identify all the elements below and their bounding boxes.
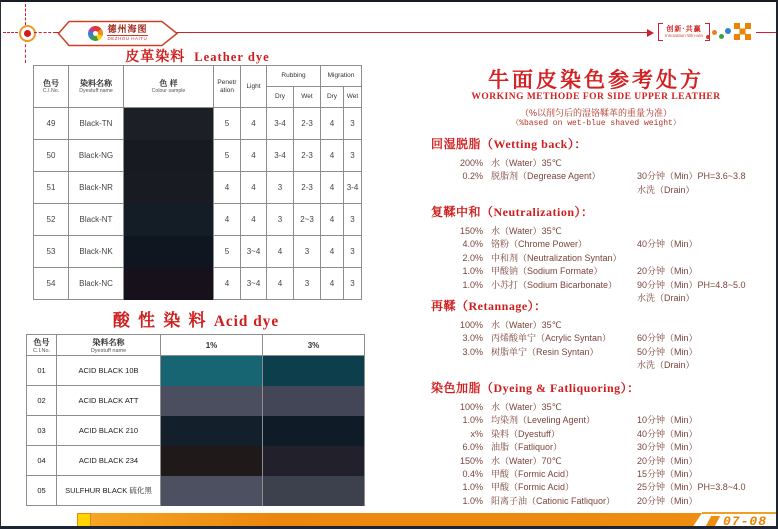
rubbing-dry-cell: 3 [267, 204, 294, 236]
page-number: 07-08 [723, 514, 768, 529]
leather-dye-title: 皮革染料 Leather dye [125, 50, 270, 65]
section-neutralization [431, 203, 776, 305]
section-wetting-back [431, 135, 776, 197]
leather-dye-table [33, 65, 362, 300]
recipe-line: 4.0% 铬粉（Chrome Power） 40分钟（Min） [462, 239, 698, 250]
acid-row [27, 476, 365, 506]
recipe-subtitle: WORKING METHODE FOR SIDE UPPER LEATHER [471, 92, 721, 102]
ci-no-cell: 54 [34, 268, 69, 300]
colour-sample-swatch [124, 172, 214, 204]
recipe-note-cn: （%以削匀后的湿铬鞣革的重量为准） [519, 108, 672, 118]
rubbing-dry-cell: 3-4 [267, 140, 294, 172]
col-header-rubbing-dry: Dry [267, 87, 294, 108]
recipe-line: 6.0% 油脂（Fatliquor） 30分钟（Min） [462, 442, 698, 453]
swatch-1pct [161, 356, 263, 386]
header-dash-left [3, 32, 18, 33]
col-header-1pct: 1% [161, 335, 263, 356]
swatch-3pct [263, 476, 365, 506]
dye-name-cell: ACID BLACK 234 [57, 446, 161, 476]
acid-row [27, 386, 365, 416]
rubbing-wet-cell: 2-3 [294, 108, 321, 140]
footer-bar [91, 513, 702, 528]
colour-sample-swatch [124, 236, 214, 268]
section-heading: 再鞣（Retannage）： [431, 299, 547, 313]
ci-no-cell: 05 [27, 476, 57, 506]
recipe-line: 水洗（Drain） [637, 184, 695, 195]
rubbing-dry-cell: 3 [267, 172, 294, 204]
leather-row [34, 204, 362, 236]
footer-company-right: 德州海图染料有限公司 Dezhou Haitu dyestuff Co., Ltd [616, 2, 691, 15]
light-cell: 4 [241, 204, 267, 236]
section-heading: 回湿脱脂（Wetting back）： [431, 137, 587, 151]
recipe-line: 3.0% 丙烯酸单宁（Acrylic Syntan） 60分钟（Min） [462, 333, 698, 344]
footer-yellow-square-icon [77, 513, 91, 528]
col-header-migration-dry: Dry [321, 87, 344, 108]
recipe-line: 2.0% 中和剂（Neutralization Syntan） [462, 252, 622, 263]
dye-name-cell: SULFHUR BLACK 硫化黑 [57, 476, 161, 506]
swatch-1pct [161, 386, 263, 416]
penetration-cell: 5 [214, 236, 241, 268]
ci-no-cell: 03 [27, 416, 57, 446]
swatch-3pct [263, 356, 365, 386]
acid-dye-title: 酸 性 染 料 Acid dye [112, 311, 280, 330]
ci-no-cell: 01 [27, 356, 57, 386]
migration-dry-cell: 4 [321, 268, 344, 300]
light-cell: 4 [241, 108, 267, 140]
leather-row [34, 236, 362, 268]
ci-no-cell: 02 [27, 386, 57, 416]
rubbing-dry-cell: 4 [267, 236, 294, 268]
dye-name-cell: Black-NT [69, 204, 124, 236]
dye-name-cell: ACID BLACK 210 [57, 416, 161, 446]
migration-dry-cell: 4 [321, 140, 344, 172]
header-dash-right [34, 32, 56, 33]
recipe-line: 150% 水（Water）35℃ [459, 226, 562, 236]
migration-wet-cell: 3-4 [344, 172, 362, 204]
migration-dry-cell: 4 [321, 172, 344, 204]
leather-row [34, 268, 362, 300]
swatch-1pct [161, 446, 263, 476]
col-header-3pct: 3% [263, 335, 365, 356]
recipe-line: 3.0% 树脂单宁（Resin Syntan） 50分钟（Min） [462, 346, 698, 357]
recipe-line: 1.0% 甲酸钠（Sodium Formate） 20分钟（Min） [462, 266, 698, 277]
brand-name: 德州海图 [107, 24, 148, 35]
slogan-subtext: Innovation Win-win [665, 32, 704, 38]
dye-name-cell: Black-NK [69, 236, 124, 268]
rubbing-wet-cell: 2~3 [294, 204, 321, 236]
ci-no-cell: 51 [34, 172, 69, 204]
dye-name-cell: Black-TN [69, 108, 124, 140]
recipe-panel [416, 2, 776, 506]
migration-wet-cell: 3 [344, 204, 362, 236]
penetration-cell: 5 [214, 108, 241, 140]
penetration-cell: 5 [214, 140, 241, 172]
col-header-migration: Migration [321, 66, 362, 87]
brand-badge [57, 20, 179, 47]
rubbing-dry-cell: 3-4 [267, 108, 294, 140]
penetration-cell: 4 [214, 268, 241, 300]
col-header-rubbing: Rubbing [267, 66, 321, 87]
footer-slash-icon [705, 516, 720, 528]
recipe-line: 100% 水（Water）35℃ [459, 320, 562, 330]
slogan-text: 创新·共赢 [666, 25, 702, 33]
leather-row [34, 108, 362, 140]
col-header-dyestuff-name: 染料名称 Dyestuff name [57, 335, 161, 356]
dye-name-cell: ACID BLACK ATT [57, 386, 161, 416]
col-header-dyestuff-name: 染料名称 Dyestuff name [69, 66, 124, 108]
recipe-line: 1.0% 阳离子油（Cationic Fatliquor） 20分钟（Min） [462, 495, 698, 506]
acid-dye-table [26, 334, 365, 506]
light-cell: 3~4 [241, 268, 267, 300]
rubbing-wet-cell: 2-3 [294, 172, 321, 204]
migration-dry-cell: 4 [321, 236, 344, 268]
ci-no-cell: 52 [34, 204, 69, 236]
migration-wet-cell: 3 [344, 108, 362, 140]
recipe-line: 100% 水（Water）35℃ [459, 402, 562, 412]
rubbing-wet-cell: 3 [294, 236, 321, 268]
recipe-line: 1.0% 小苏打（Sodium Bicarbonate） 90分钟（Min）PH=4.8~5.0 [462, 279, 746, 290]
penetration-cell: 4 [214, 204, 241, 236]
migration-wet-cell: 3 [344, 268, 362, 300]
migration-dry-cell: 4 [321, 108, 344, 140]
recipe-line: 1.0% 均染剂（Leveling Agent） 10分钟（Min） [462, 415, 698, 426]
brand-logo-icon [88, 26, 103, 41]
col-header-penetration: Penetration [214, 66, 241, 108]
acid-row [27, 356, 365, 386]
rubbing-wet-cell: 2-3 [294, 140, 321, 172]
recipe-line: 0.2% 脱脂剂（Degrease Agent） 30分钟（Min）PH=3.6~3.8 [462, 171, 746, 182]
recipe-line: 1.0% 甲酸（Formic Acid） 25分钟（Min）PH=3.8~4.0 [462, 482, 746, 493]
colour-sample-swatch [124, 140, 214, 172]
swatch-1pct [161, 476, 263, 506]
section-heading: 复鞣中和（Neutralization）： [431, 205, 594, 219]
ci-no-cell: 53 [34, 236, 69, 268]
rubbing-wet-cell: 3 [294, 268, 321, 300]
registration-vertical-dash-top [25, 4, 26, 25]
leather-row [34, 172, 362, 204]
swatch-3pct [263, 386, 365, 416]
colour-sample-swatch [124, 204, 214, 236]
light-cell: 4 [241, 140, 267, 172]
section-dyeing-fatliquoring [431, 379, 776, 508]
swatch-3pct [263, 416, 365, 446]
dye-name-cell: Black-NC [69, 268, 124, 300]
leather-row [34, 140, 362, 172]
col-header-rubbing-wet: Wet [294, 87, 321, 108]
swatch-3pct [263, 446, 365, 476]
col-header-ci-no: 色号 C.I.No. [27, 335, 57, 356]
recipe-note-en: （%based on wet-blue shaved weight） [511, 119, 681, 128]
penetration-cell: 4 [214, 172, 241, 204]
dye-name-cell: ACID BLACK 10B [57, 356, 161, 386]
migration-wet-cell: 3 [344, 140, 362, 172]
recipe-line: 0.4% 甲酸（Formic Acid） 15分钟（Min） [462, 469, 698, 480]
registration-dot-icon [24, 30, 31, 37]
footer-company-left: 德州海图染料有限公司 Dezhou Haitu dyestuff Co., Ltd [97, 2, 172, 15]
colour-sample-swatch [124, 108, 214, 140]
ci-no-cell: 50 [34, 140, 69, 172]
col-header-light: Light [241, 66, 267, 108]
section-heading: 染色加脂（Dyeing & Fatliquoring）： [431, 381, 640, 395]
col-header-migration-wet: Wet [344, 87, 362, 108]
col-header-colour-sample: 色 样 Colour sample [124, 66, 214, 108]
registration-mark-icon [19, 25, 36, 42]
registration-vertical-dash-bottom [25, 39, 26, 63]
recipe-line: 150% 水（Water）70℃ 20分钟（Min） [459, 455, 698, 466]
rubbing-dry-cell: 4 [267, 268, 294, 300]
colour-sample-swatch [124, 268, 214, 300]
light-cell: 3~4 [241, 236, 267, 268]
recipe-line: x% 染料（Dyestuff） 40分钟（Min） [470, 428, 698, 439]
migration-dry-cell: 4 [321, 204, 344, 236]
recipe-title: 牛面皮染色参考处方 [488, 68, 704, 92]
light-cell: 4 [241, 172, 267, 204]
ci-no-cell: 04 [27, 446, 57, 476]
acid-row [27, 446, 365, 476]
migration-wet-cell: 3 [344, 236, 362, 268]
brand-name-en: DEZHOU HAITU [107, 36, 148, 42]
acid-row [27, 416, 365, 446]
recipe-line: 200% 水（Water）35℃ [459, 158, 562, 168]
dye-name-cell: Black-NR [69, 172, 124, 204]
col-header-ci-no: 色号 C.I.No. [34, 66, 69, 108]
swatch-1pct [161, 416, 263, 446]
dye-name-cell: Black-NG [69, 140, 124, 172]
ci-no-cell: 49 [34, 108, 69, 140]
recipe-line: 水洗（Drain） [637, 360, 695, 371]
section-retannage [431, 297, 776, 373]
recipe-line: 水洗（Drain） [637, 293, 695, 304]
